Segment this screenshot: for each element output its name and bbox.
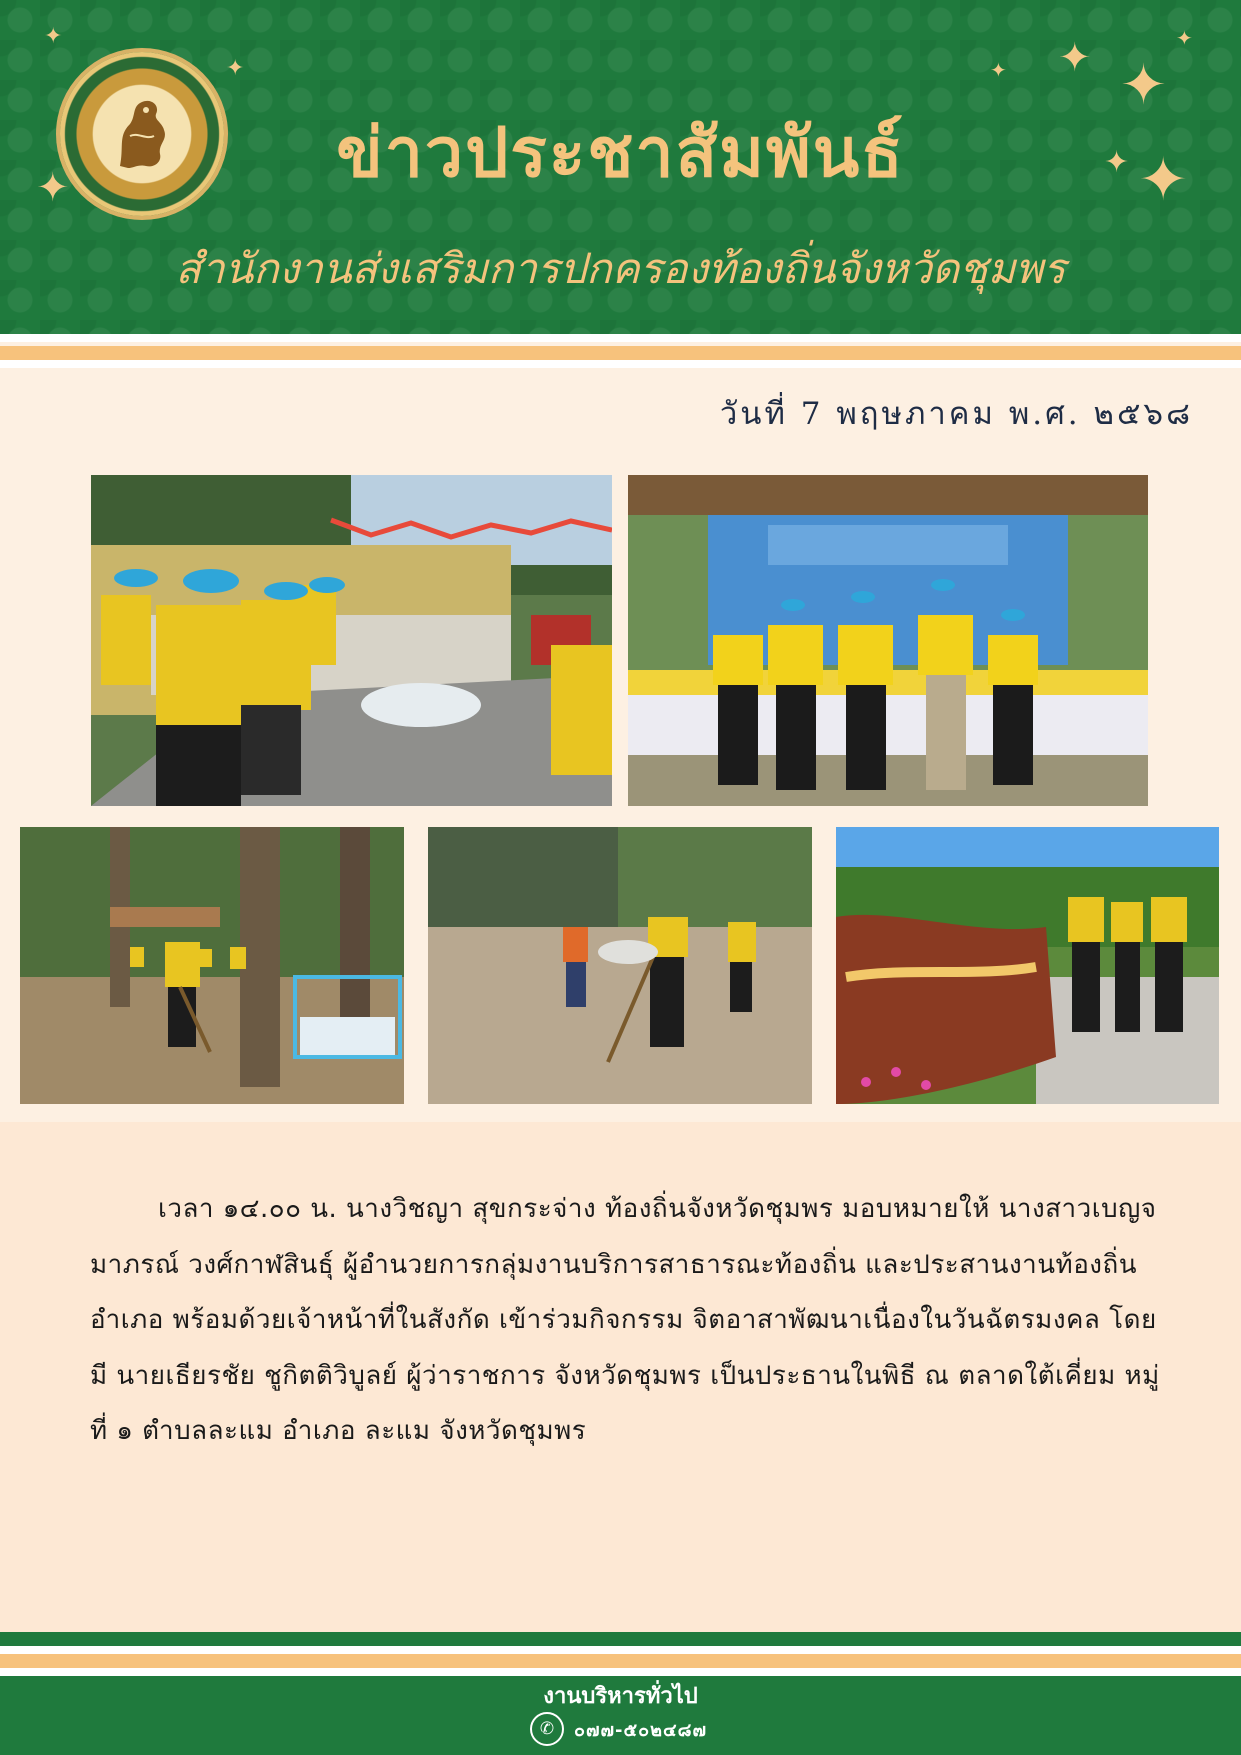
photo-group-sign [836,827,1219,1104]
divider-white [0,334,1241,342]
sparkle-icon: ✦ [1176,26,1193,50]
divider-white [0,1668,1241,1676]
sparkle-icon: ✦ [1138,145,1189,215]
footer-phone-number: ๐๗๗-๕๐๒๔๘๗ [574,1719,708,1741]
footer-department-label: งานบริหารทั่วไป [543,1684,698,1709]
sparkle-icon: ✦ [44,24,63,49]
news-date: วันที่ 7 พฤษภาคม พ.ศ. ๒๕๖๘ [719,396,1193,432]
photo-sweeping-forest [20,827,404,1104]
phone-icon: ✆ [530,1712,564,1746]
footer-contact [530,1712,707,1746]
sparkle-icon: ✦ [990,58,1007,82]
divider-green [0,1632,1241,1646]
sparkle-icon: ✦ [1104,145,1130,180]
page-subtitle: สำนักงานส่งเสริมการปกครองท้องถิ่นจังหวัดชุมพร [175,244,1066,293]
divider-orange [0,346,1241,360]
sparkle-icon: ✦ [1120,53,1167,118]
photo-sweeping-yard [428,827,812,1104]
sparkle-icon: ✦ [1058,35,1092,81]
news-body-text: เวลา ๑๔.๐๐ น. นางวิชญา สุขกระจ่าง ท้องถิ่นจังหวัดชุมพร มอบหมายให้ นางสาวเบญจมาภรณ์ วงศ์กาฬสินธุ์ ผู้อำนวยการกลุ่มงานบริการสาธารณะท้องถิ่น และประสานงานท้องถิ่นอำเภอ พร้อมด้วยเจ้าหน้าที่ในสังกัด เข้าร่วมกิจกรรม จิตอาสาพัฒนาเนื่องในวันฉัตรมงคล โดยมี นายเธียรชัย ชูกิตติวิบูลย์ ผู้ว่าราชการ จังหวัดชุมพร เป็นประธานในพิธี ณ ตลาดใต้เคี่ยม หมู่ที่ ๑ ตำบลละแม อำเภอ ละแม จังหวัดชุมพร [90,1194,1160,1446]
divider-orange [0,1654,1241,1668]
sparkle-icon: ✦ [36,165,70,211]
divider-white [0,1646,1241,1654]
page-title: ข่าวประชาสัมพันธ์ [336,113,905,193]
photo-watering-road [91,475,612,806]
divider-white [0,360,1241,368]
sparkle-icon: ✦ [226,56,245,81]
photo-group-stage [628,475,1148,806]
